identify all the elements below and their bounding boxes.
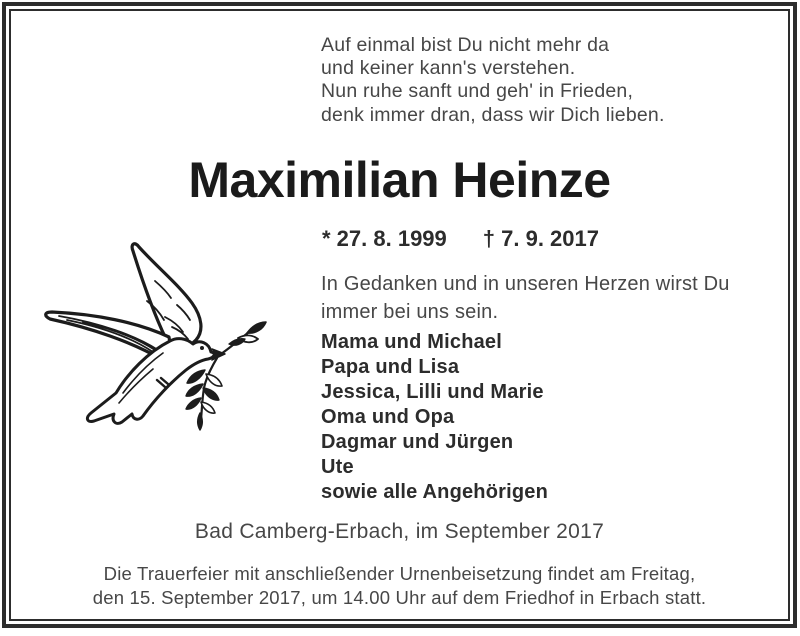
mourner-line: Jessica, Lilli und Marie <box>321 381 544 403</box>
mourners-list <box>321 330 548 505</box>
verse-line: Auf einmal bist Du nicht mehr da <box>321 34 610 56</box>
mourner-line: Dagmar und Jürgen <box>321 431 514 453</box>
mourner-line: Papa und Lisa <box>321 356 460 378</box>
funeral-line: Die Trauerfeier mit anschließender Urnenbeisetzung findet am Freitag, <box>103 563 696 584</box>
tribute-line: In Gedanken und in unseren Herzen wirst Du <box>321 273 730 295</box>
mourner-line: sowie alle Angehörigen <box>321 481 549 503</box>
dove-with-olive-branch-icon <box>31 221 311 441</box>
mourner-line: Ute <box>321 456 354 478</box>
tribute-text <box>321 271 730 326</box>
tribute-line: immer bei uns sein. <box>321 300 499 323</box>
notice-inner-frame <box>9 9 790 621</box>
deceased-name: Maximilian Heinze <box>188 152 611 208</box>
funeral-info <box>11 562 788 609</box>
death-date: † 7. 9. 2017 <box>482 226 599 251</box>
place-date-line: Bad Camberg-Erbach, im September 2017 <box>194 520 605 543</box>
mourner-line: Oma und Opa <box>321 406 455 428</box>
funeral-line: den 15. September 2017, um 14.00 Uhr auf dem Friedhof in Erbach statt. <box>92 586 707 608</box>
verse-line: denk immer dran, dass wir Dich lieben. <box>321 103 665 126</box>
notice-outer-frame <box>2 2 797 628</box>
verse-line: und keiner kann's verstehen. <box>321 57 576 80</box>
mourner-line: Mama und Michael <box>321 331 503 353</box>
life-dates <box>322 226 599 252</box>
opening-verse <box>321 34 665 127</box>
verse-line: Nun ruhe sanft und geh' in Frieden, <box>321 80 634 103</box>
birth-date: * 27. 8. 1999 <box>322 226 447 251</box>
